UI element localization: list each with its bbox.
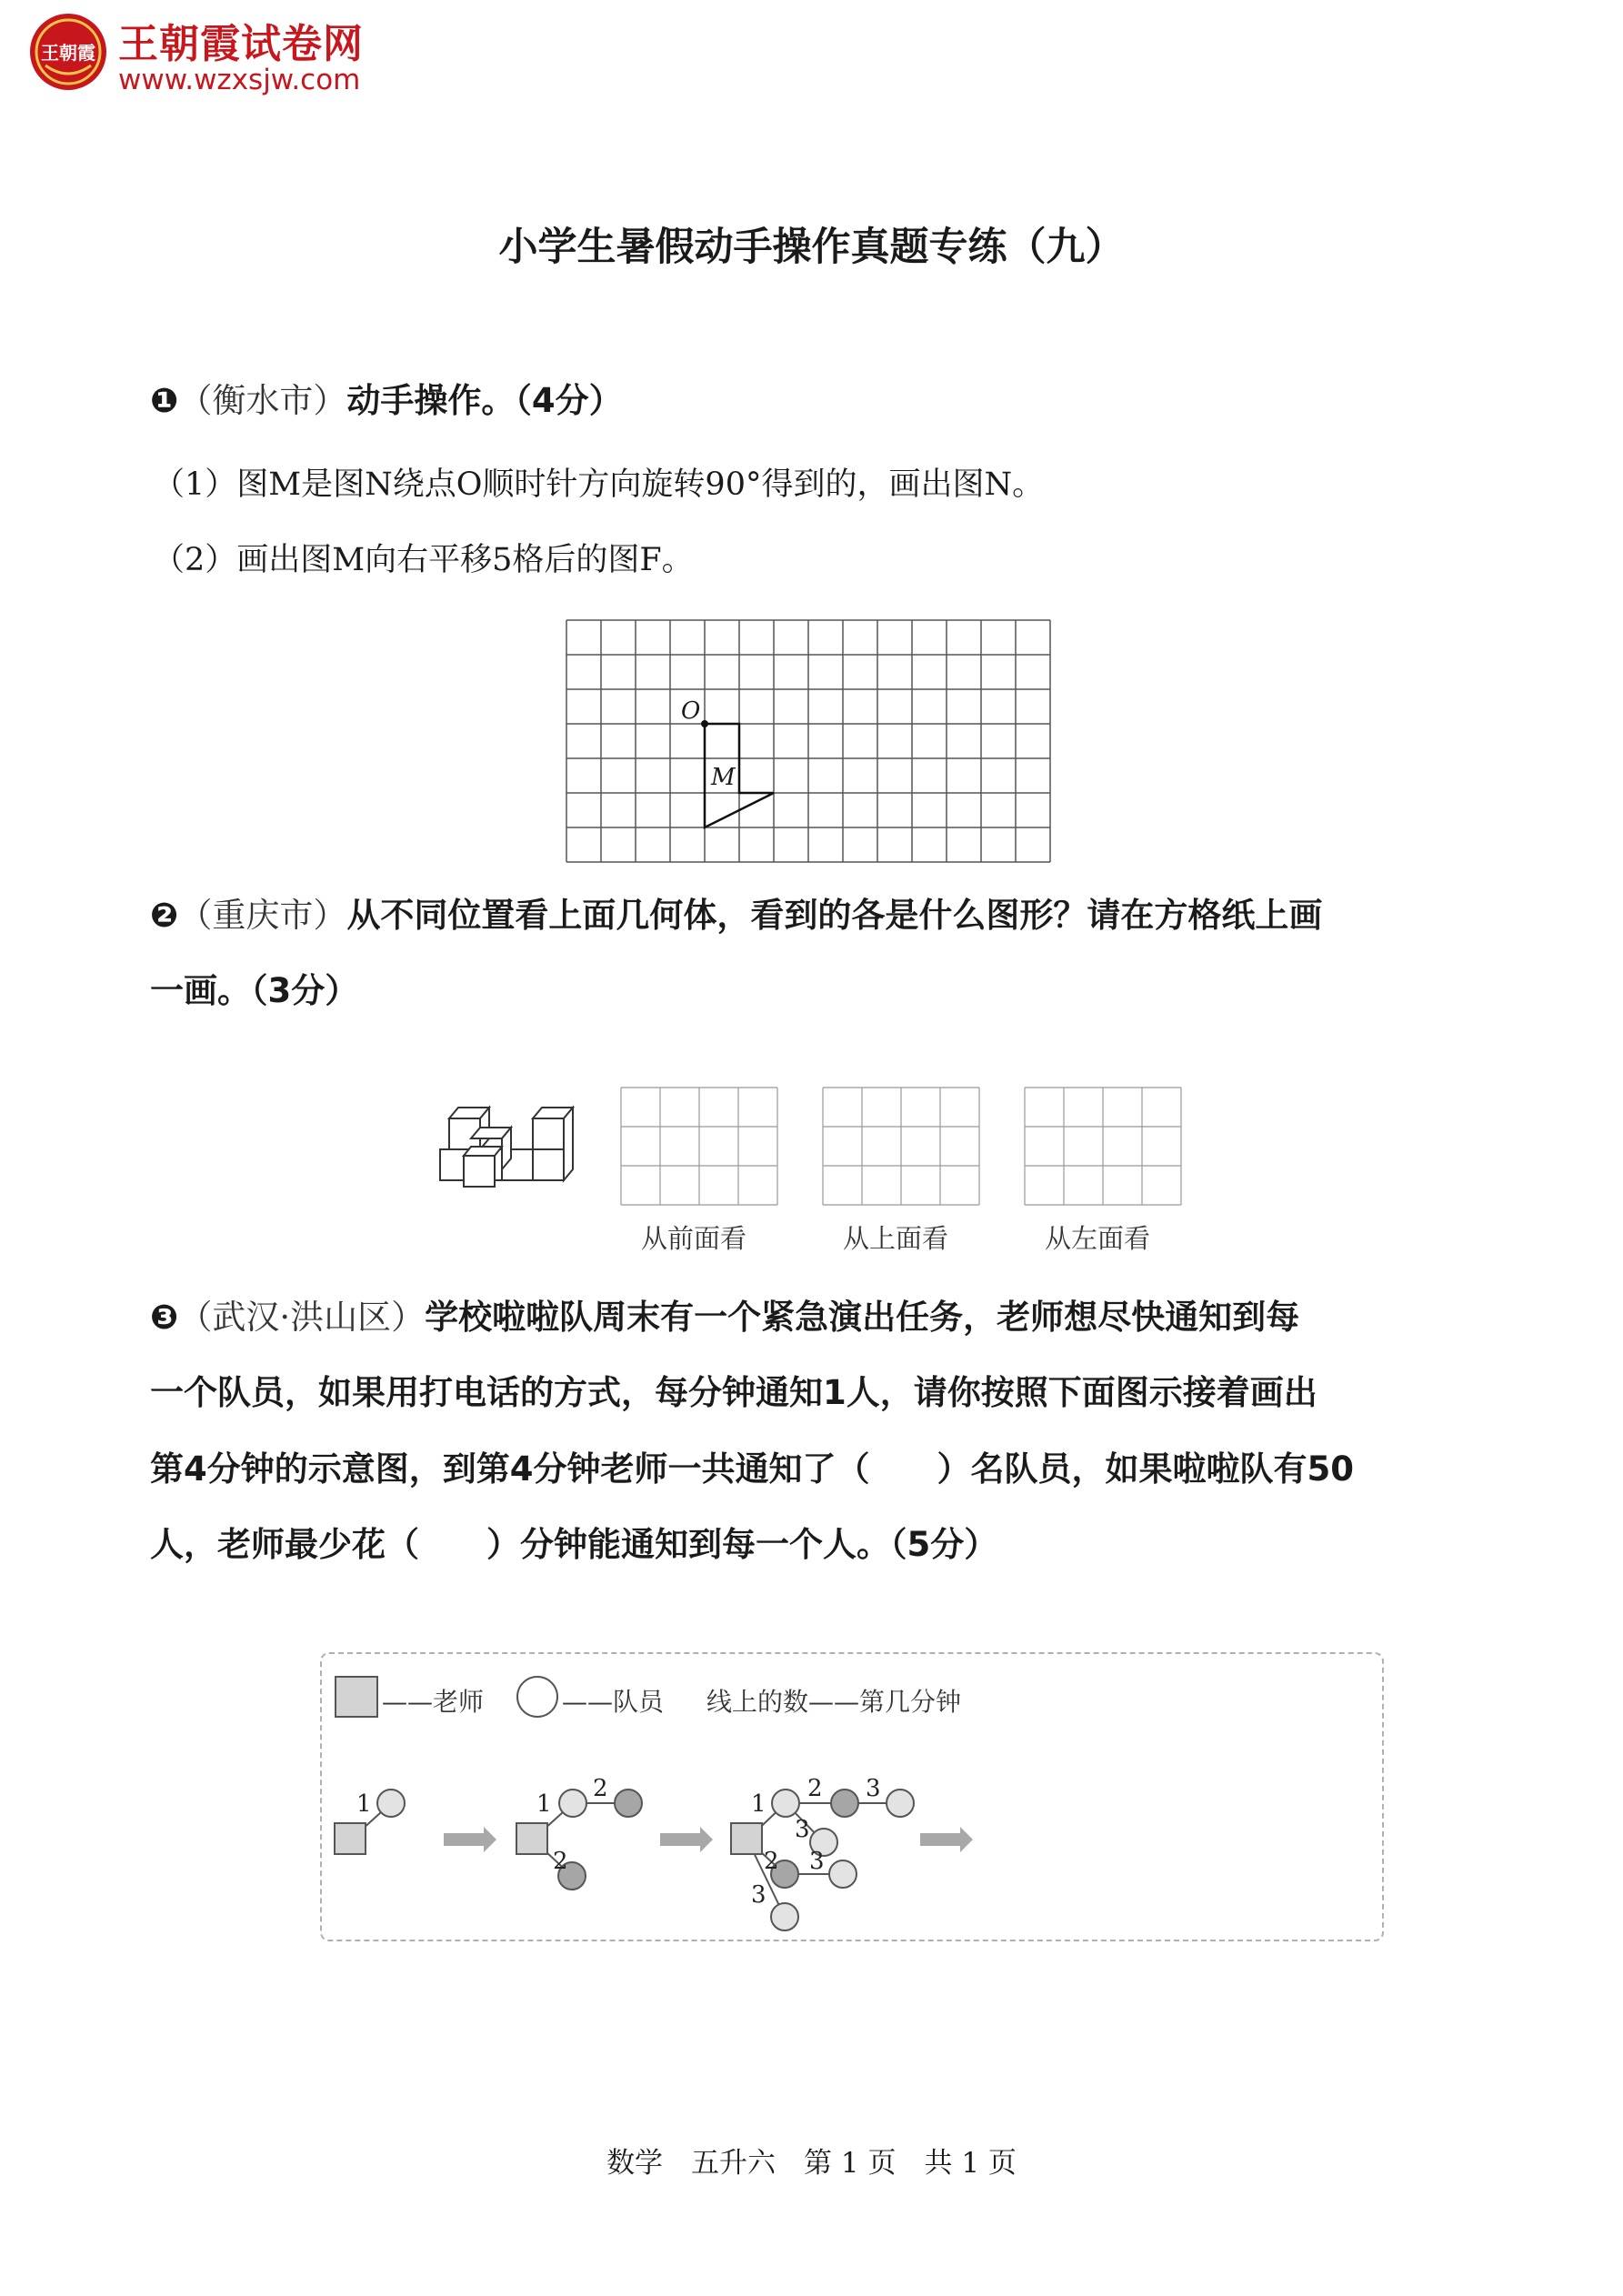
q3-heading-line4 xyxy=(150,1525,998,1564)
legend-member-circle-icon xyxy=(516,1676,558,1718)
d3-label-6: 3 xyxy=(809,1848,825,1875)
q2-grid-front xyxy=(621,1088,777,1206)
d1-teacher-square xyxy=(335,1823,366,1854)
q1-number: ❶ xyxy=(150,381,179,420)
d3-member-circle-7 xyxy=(771,1903,798,1930)
q1-grid xyxy=(566,620,1056,867)
legend-teacher-label: ——老师 xyxy=(382,1687,485,1717)
q2-source: （重庆市） xyxy=(178,896,347,935)
q1-point-o-label: O xyxy=(681,697,701,725)
logo-seal-icon xyxy=(27,11,109,93)
q3-heading-line1 xyxy=(150,1298,1300,1337)
d2-label-1: 1 xyxy=(536,1790,552,1818)
legend-line-number-label: 线上的数——第几分钟 xyxy=(706,1687,962,1717)
q2-grid-left xyxy=(1025,1088,1181,1206)
d1-member-circle xyxy=(377,1790,405,1817)
d3-label-5: 2 xyxy=(764,1848,779,1875)
q1-text: 动手操作。（4分） xyxy=(346,381,623,420)
d2-member-circle-1 xyxy=(559,1790,586,1817)
q3-text-line1: 学校啦啦队周末有一个紧急演出任务，老师想尽快通知到每 xyxy=(425,1298,1300,1337)
d3-label-2: 2 xyxy=(807,1775,823,1802)
q2-text-line1: 从不同位置看上面几何体，看到的各是什么图形？请在方格纸上画 xyxy=(346,896,1323,935)
q3-heading-line3 xyxy=(150,1449,1354,1489)
d3-label-3: 3 xyxy=(866,1775,881,1802)
arrow-1-icon xyxy=(444,1827,496,1852)
d3-label-7: 3 xyxy=(751,1881,766,1909)
q2-heading-line1 xyxy=(150,896,1323,935)
q2-heading-line2 xyxy=(150,971,359,1010)
page-footer: 数学 五升六 第 1 页 共 1 页 xyxy=(606,2147,1017,2180)
d3-member-circle-6 xyxy=(829,1860,857,1888)
q1-shape-m-label: M xyxy=(711,764,736,791)
legend-member-label: ——队员 xyxy=(562,1687,665,1717)
q1-part1: （1）图M是图N绕点O顺时针方向旋转90°得到的，画出图N。 xyxy=(153,466,1045,503)
q2-number: ❷ xyxy=(150,896,179,935)
q2-caption-top: 从上面看 xyxy=(843,1223,949,1254)
page-title: 小学生暑假动手操作真题专练（九） xyxy=(498,225,1125,270)
diagram-minute-2 xyxy=(516,1790,642,1890)
d3-teacher-square xyxy=(731,1823,762,1854)
q2-text-line2: 一画。（3分） xyxy=(150,971,359,1010)
d2-teacher-square xyxy=(516,1823,547,1854)
brand-name: 王朝霞试卷网 xyxy=(118,21,364,67)
q1-heading xyxy=(150,381,623,420)
q1-part2: （2）画出图M向右平移5格后的图F。 xyxy=(153,542,694,578)
point-o xyxy=(701,720,708,727)
d3-member-circle-2 xyxy=(831,1790,858,1817)
q3-source: （武汉·洪山区） xyxy=(178,1298,426,1337)
q3-heading-line2 xyxy=(150,1373,1317,1412)
brand-logo xyxy=(27,11,109,93)
q2-grid-top xyxy=(823,1088,979,1206)
q2-cube-solid xyxy=(438,1096,584,1187)
logo-text: 王朝霞 xyxy=(41,42,95,64)
arrow-2-icon xyxy=(660,1827,713,1852)
d2-label-2: 2 xyxy=(593,1775,608,1802)
q3-text-line3: 第4分钟的示意图，到第4分钟老师一共通知了（ ）名队员，如果啦啦队有50 xyxy=(150,1449,1354,1489)
d2-member-circle-2 xyxy=(615,1790,642,1817)
q1-source: （衡水市） xyxy=(178,381,347,420)
q3-text-line2: 一个队员，如果用打电话的方式，每分钟通知1人，请你按照下面图示接着画出 xyxy=(150,1373,1317,1412)
d1-label-1: 1 xyxy=(356,1790,372,1818)
d3-label-1: 1 xyxy=(751,1790,766,1818)
q3-number: ❸ xyxy=(150,1298,179,1337)
q3-text-line4: 人，老师最少花（ ）分钟能通知到每一个人。（5分） xyxy=(150,1525,998,1564)
arrow-3-icon xyxy=(920,1827,973,1852)
d3-member-circle-1 xyxy=(772,1790,799,1817)
q3-notification-diagram xyxy=(320,1755,1384,1937)
q2-caption-left: 从左面看 xyxy=(1045,1223,1151,1254)
d2-label-3: 2 xyxy=(553,1848,568,1875)
brand-url[interactable]: www.wzxsjw.com xyxy=(118,64,361,96)
q2-caption-front: 从前面看 xyxy=(641,1223,747,1254)
d3-label-4: 3 xyxy=(795,1816,810,1843)
d3-member-circle-3 xyxy=(887,1790,914,1817)
legend-teacher-square-icon xyxy=(335,1676,378,1718)
